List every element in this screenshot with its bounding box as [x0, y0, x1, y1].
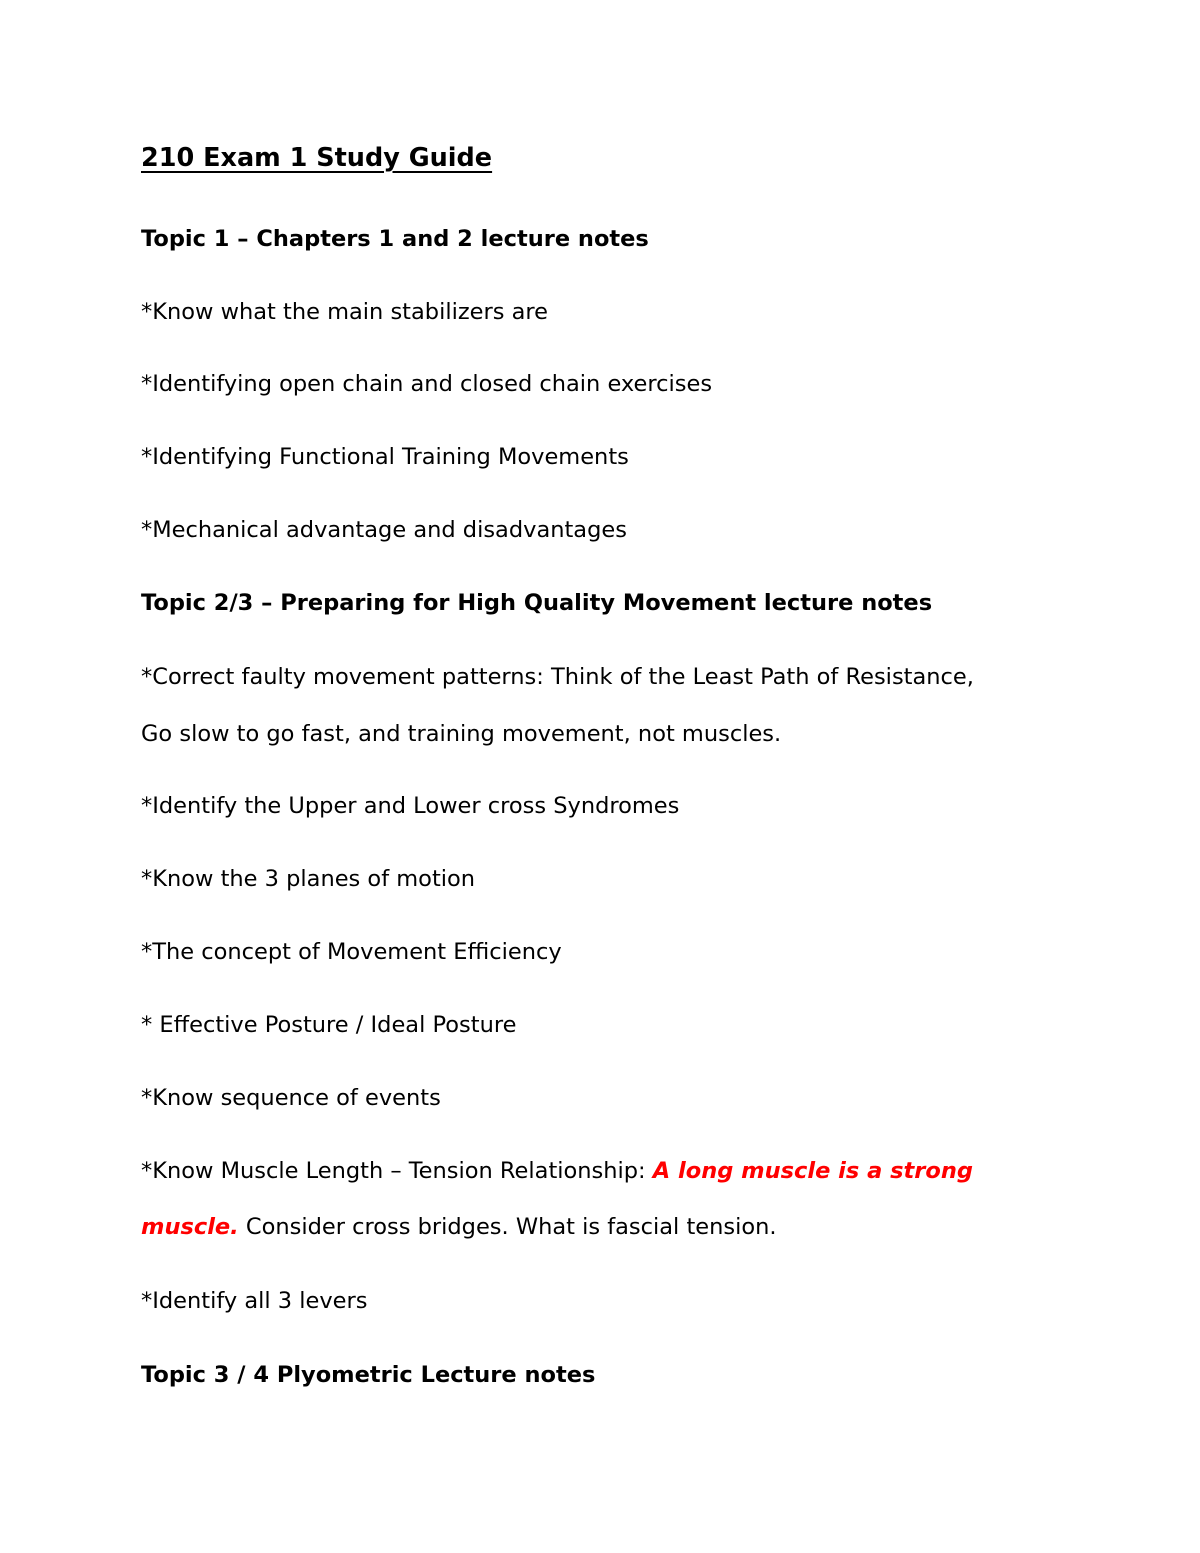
topic-1-item: *Mechanical advantage and disadvantages [141, 517, 627, 543]
topic-2-item: * Effective Posture / Ideal Posture [141, 1012, 517, 1038]
tension-line-2 [141, 1212, 777, 1242]
topic-1-heading: Topic 1 – Chapters 1 and 2 lecture notes [141, 226, 649, 252]
topic-2-item: *Identify the Upper and Lower cross Syndromes [141, 793, 680, 819]
topic-1-item: *Identifying Functional Training Movements [141, 444, 629, 470]
tension-suffix: Consider cross bridges. What is fascial tension. [238, 1214, 777, 1240]
topic-1-item: *Identifying open chain and closed chain exercises [141, 371, 713, 397]
faulty-patterns-line-2: Go slow to go fast, and training movement, not muscles. [141, 721, 782, 747]
tension-line-1 [141, 1156, 973, 1186]
document-title: 210 Exam 1 Study Guide [141, 143, 493, 173]
topic-2-item: *The concept of Movement Efficiency [141, 939, 562, 965]
tension-prefix: *Know Muscle Length – Tension Relationship: [141, 1158, 653, 1184]
topic-2-heading: Topic 2/3 – Preparing for High Quality Movement lecture notes [141, 590, 933, 616]
tension-emphasis-2: muscle. [141, 1214, 239, 1240]
topic-1-item: *Know what the main stabilizers are [141, 299, 548, 325]
tension-emphasis-1: A long muscle is a strong [652, 1158, 973, 1184]
faulty-patterns-line-1: *Correct faulty movement patterns: Think of the Least Path of Resistance, [141, 664, 974, 690]
topic-3-heading: Topic 3 / 4 Plyometric Lecture notes [141, 1362, 596, 1388]
levers-item: *Identify all 3 levers [141, 1288, 368, 1314]
topic-2-item: *Know sequence of events [141, 1085, 441, 1111]
topic-2-item: *Know the 3 planes of motion [141, 866, 476, 892]
